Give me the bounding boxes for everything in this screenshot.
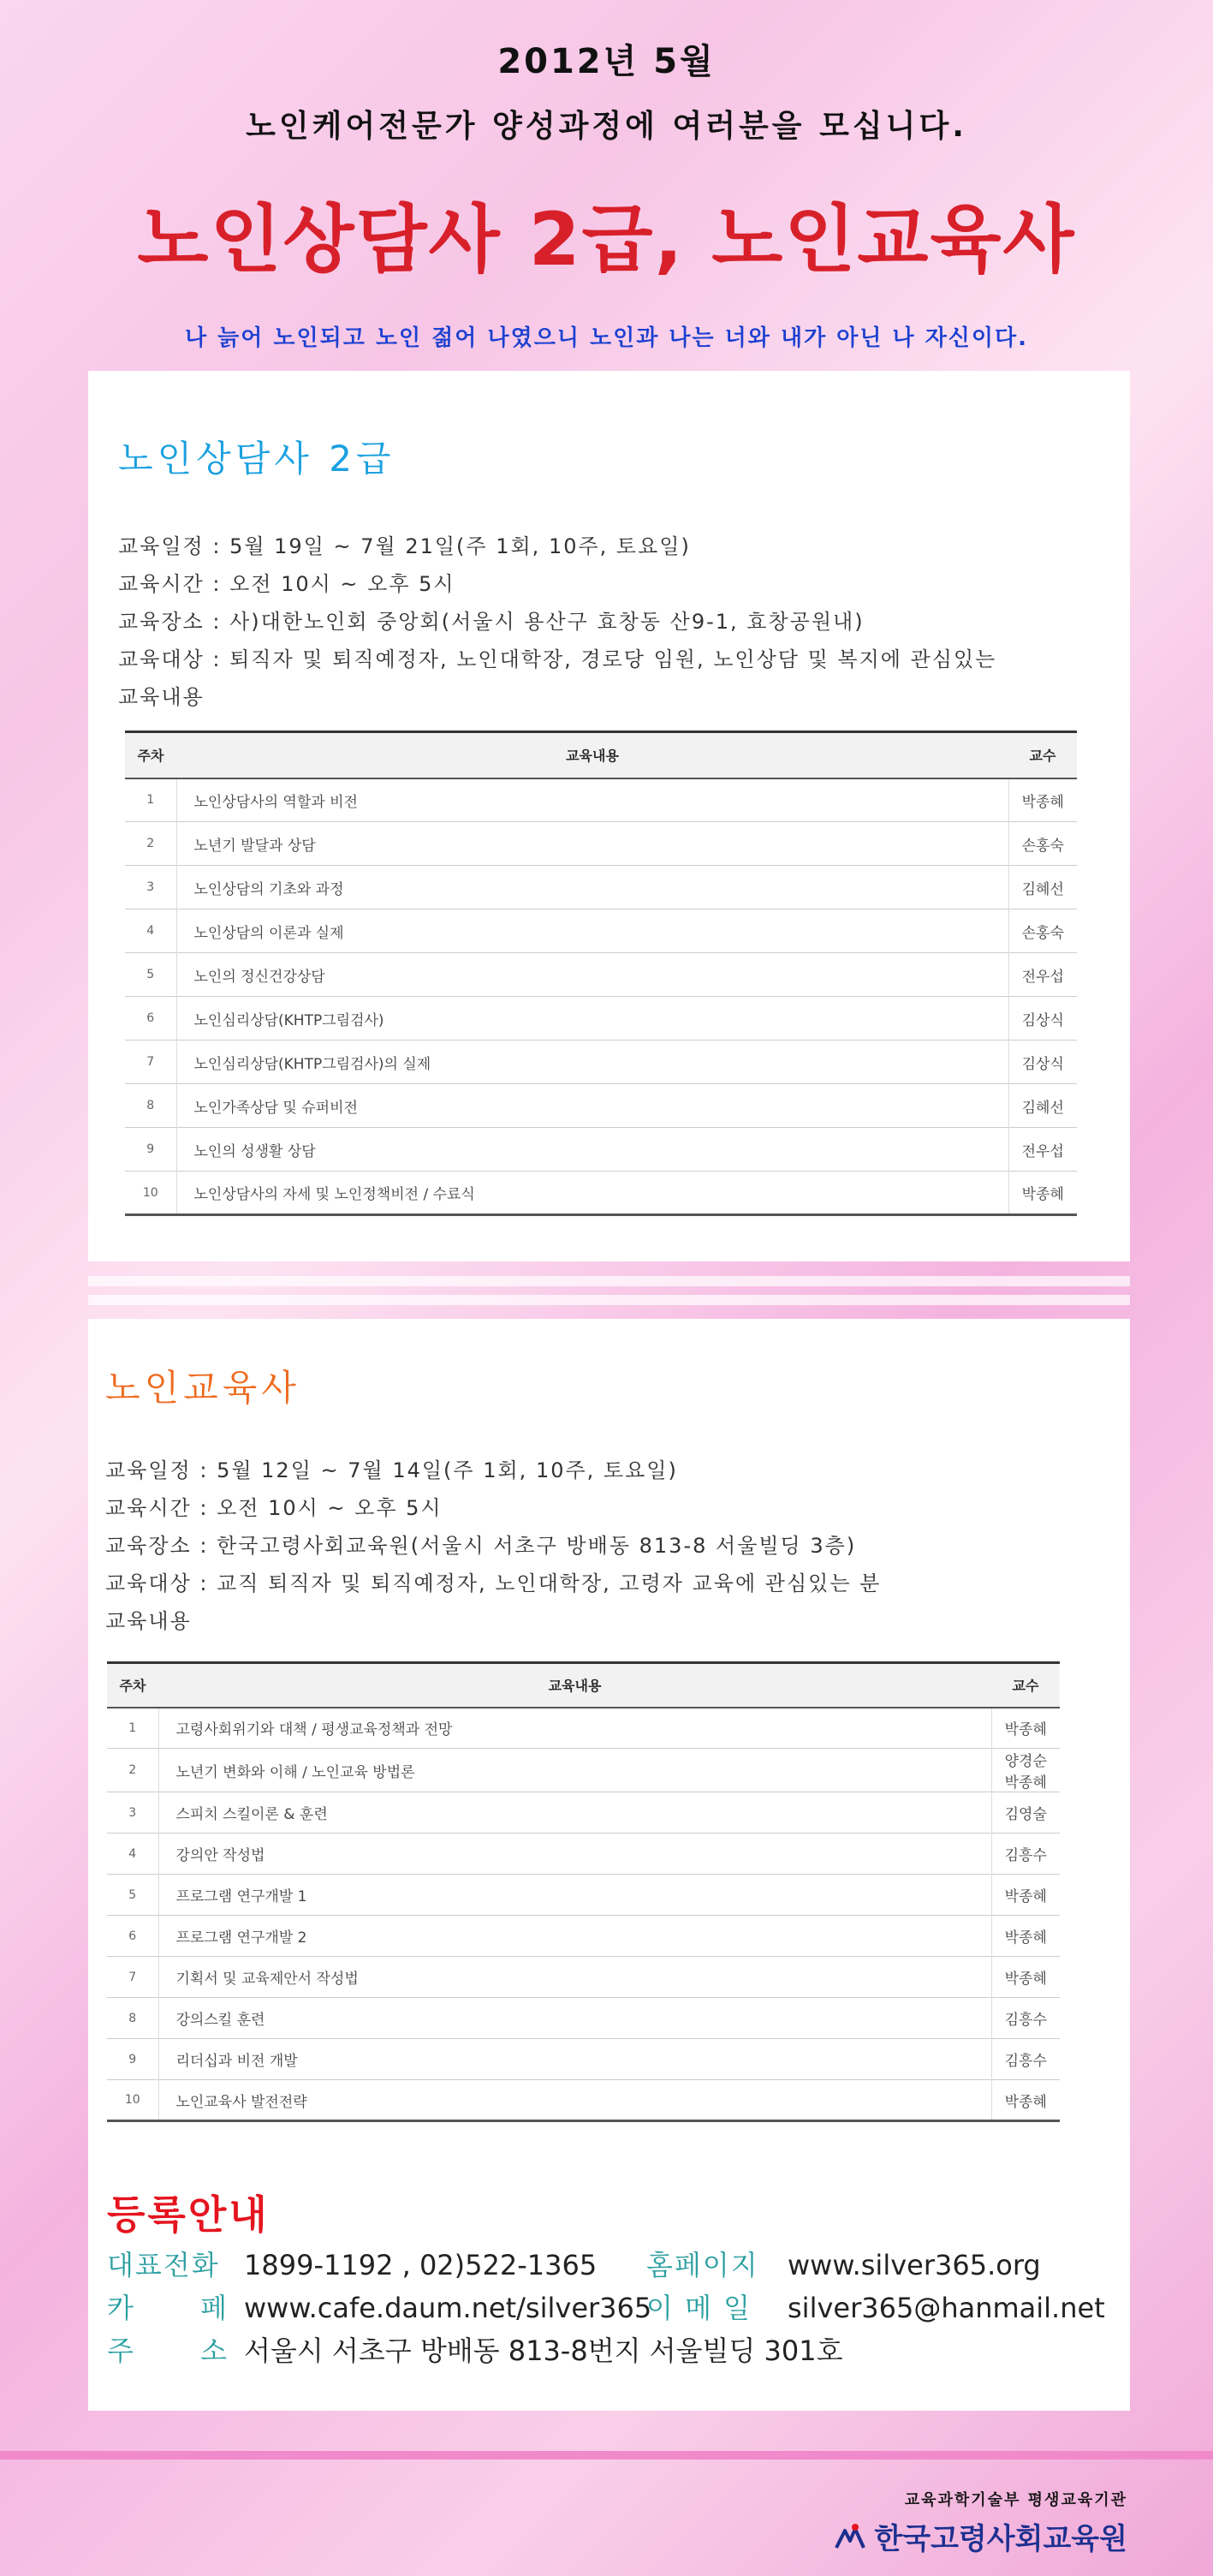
professor-cell: 김상식 [1008, 1041, 1077, 1084]
table-row [125, 866, 1077, 909]
registration-info [107, 2244, 1105, 2372]
header-content: 교육내용 [548, 1678, 602, 1695]
ministry-text: 교육과학기술부 평생교육기관 [904, 2491, 1127, 2509]
table-row [125, 822, 1077, 866]
table-row [125, 997, 1077, 1041]
header-professor: 교수 [1029, 748, 1056, 765]
address-value: 서울시 서초구 방배동 813-8번지 서울빌딩 301호 [244, 2334, 843, 2367]
week-number: 6 [125, 997, 176, 1041]
registration-row-address [107, 2329, 1105, 2372]
week-number: 4 [125, 909, 176, 953]
topic-cell: 노인상담사의 자세 및 노인정책비전 / 수료식 [193, 1186, 475, 1203]
week-number: 7 [125, 1041, 176, 1084]
course1-time: 교육시간 : 오전 10시 ~ 오후 5시 [118, 572, 455, 596]
cafe-link[interactable]: www.cafe.daum.net/silver365 [244, 2292, 652, 2324]
course1-panel [88, 371, 1130, 1261]
registration-title: 등록안내 [107, 2191, 270, 2238]
course1-target: 교육대상 : 퇴직자 및 퇴직예정자, 노인대학장, 경로당 임원, 노인상담 및 복지에 관심있는 [118, 647, 997, 671]
course1-title: 노인상담사 2급 [118, 438, 395, 480]
week-number: 9 [125, 1128, 176, 1172]
week-number: 3 [107, 1792, 158, 1834]
table-row [107, 1916, 1060, 1957]
professor-cell: 양경순 박종혜 [991, 1749, 1060, 1792]
invite-heading: 노인케어전문가 양성과정에 여러분을 모십니다. [246, 109, 967, 144]
week-number: 4 [107, 1834, 158, 1875]
professor-cell: 박종혜 [1008, 1172, 1077, 1215]
table-row [107, 2039, 1060, 2080]
table-row [107, 1875, 1060, 1916]
professor-cell: 손홍숙 [1008, 822, 1077, 866]
week-number: 5 [107, 1875, 158, 1916]
professor-cell: 전우섭 [1008, 1128, 1077, 1172]
header-week: 주차 [137, 748, 164, 765]
table-row [125, 953, 1077, 997]
course1-table [125, 730, 1077, 1216]
org-name [833, 2515, 1127, 2557]
topic-cell: 노인상담의 기초와 과정 [193, 880, 344, 898]
professor-cell: 박종혜 [991, 1875, 1060, 1916]
week-number: 5 [125, 953, 176, 997]
professor-cell: 김흥수 [991, 2039, 1060, 2080]
header [0, 34, 1213, 352]
professor-cell: 박종혜 [991, 2080, 1060, 2121]
topic-cell: 프로그램 연구개발 1 [175, 1888, 307, 1905]
professor-cell: 김흥수 [991, 1834, 1060, 1875]
main-title: 노인상담사 2급, 노인교육사 [137, 197, 1076, 283]
table-row [107, 1749, 1060, 1792]
week-number: 10 [107, 2080, 158, 2121]
table-row [125, 778, 1077, 822]
topic-cell: 노년기 변화와 이해 / 노인교육 방법론 [175, 1763, 415, 1781]
table-row [125, 1172, 1077, 1215]
table-row [125, 1084, 1077, 1128]
week-number: 2 [107, 1749, 158, 1792]
phone-value: 1899-1192 , 02)522-1365 [244, 2249, 598, 2281]
topic-cell: 노년기 발달과 상담 [193, 837, 316, 855]
homepage-link[interactable]: www.silver365.org [788, 2249, 1041, 2281]
registration-row-cafe [107, 2287, 1105, 2329]
divider-stripe [88, 1295, 1130, 1305]
week-number: 2 [125, 822, 176, 866]
date-heading: 2012년 5월 [497, 42, 716, 81]
topic-cell: 스피치 스킬이론 & 훈련 [175, 1806, 328, 1823]
professor-cell: 박종혜 [991, 1957, 1060, 1998]
footer [833, 2488, 1127, 2557]
professor-cell: 김혜선 [1008, 866, 1077, 909]
professor-cell: 박종혜 [991, 1916, 1060, 1957]
table-row [125, 909, 1077, 953]
professor-cell: 김혜선 [1008, 1084, 1077, 1128]
email-label: 이 메 일 [646, 2292, 752, 2324]
table-row [107, 1834, 1060, 1875]
registration-row-phone [107, 2244, 1105, 2287]
professor-cell: 박종혜 [991, 1708, 1060, 1749]
header-content: 교육내용 [566, 748, 619, 765]
topic-cell: 프로그램 연구개발 2 [175, 1929, 307, 1947]
table-row [125, 1041, 1077, 1084]
course2-panel [88, 1319, 1130, 2411]
table-header-row [107, 1663, 1060, 1708]
table-row [107, 1957, 1060, 1998]
topic-cell: 노인상담사의 역할과 비전 [193, 793, 358, 811]
professor-cell: 전우섭 [1008, 953, 1077, 997]
course1-place: 교육장소 : 사)대한노인회 중앙회(서울시 용산구 효창동 산9-1, 효창공원내) [118, 610, 865, 634]
week-number: 9 [107, 2039, 158, 2080]
cafe-label: 카 페 [107, 2292, 256, 2324]
week-number: 8 [107, 1998, 158, 2039]
topic-cell: 강의스킬 훈련 [175, 2012, 265, 2029]
topic-cell: 노인의 정신건강상담 [193, 968, 325, 986]
header-week: 주차 [119, 1678, 146, 1695]
bottom-band [0, 2451, 1213, 2460]
table-row [107, 2080, 1060, 2121]
week-number: 6 [107, 1916, 158, 1957]
table-row [107, 1792, 1060, 1834]
professor-cell: 손홍숙 [1008, 909, 1077, 953]
week-number: 3 [125, 866, 176, 909]
address-label: 주 소 [107, 2334, 256, 2367]
org-logo-icon [833, 2522, 867, 2551]
phone-label: 대표전화 [107, 2249, 220, 2281]
homepage-label: 홈페이지 [646, 2249, 759, 2281]
professor-cell: 박종혜 [1008, 778, 1077, 822]
week-number: 1 [125, 778, 176, 822]
header-professor: 교수 [1012, 1678, 1039, 1695]
professor-cell: 김흥수 [991, 1998, 1060, 2039]
course2-table [107, 1661, 1060, 2122]
topic-cell: 노인교육사 발전전략 [175, 2093, 307, 2111]
table-header-row [125, 732, 1077, 778]
week-number: 1 [107, 1708, 158, 1749]
week-number: 8 [125, 1084, 176, 1128]
course1-info [118, 528, 1111, 716]
table-row [107, 1998, 1060, 2039]
org-name-text: 한국고령사회교육원 [874, 2522, 1127, 2556]
email-link[interactable]: silver365@hanmail.net [788, 2292, 1105, 2324]
topic-cell: 노인심리상담(KHTP그림검사) [193, 1011, 384, 1029]
week-number: 7 [107, 1957, 158, 1998]
topic-cell: 고령사회위기와 대책 / 평생교육정책과 전망 [175, 1721, 453, 1739]
professor-cell: 김상식 [1008, 997, 1077, 1041]
topic-cell: 노인가족상담 및 슈퍼비전 [193, 1099, 358, 1117]
course2-schedule: 교육일정 : 5월 12일 ~ 7월 14일(주 1회, 10주, 토요일) [105, 1458, 678, 1482]
topic-cell: 기획서 및 교육제안서 작성법 [175, 1971, 359, 1988]
course2-title: 노인교육사 [105, 1367, 300, 1409]
topic-cell: 강의안 작성법 [175, 1847, 265, 1864]
course2-content-label: 교육내용 [105, 1609, 192, 1633]
course2-time: 교육시간 : 오전 10시 ~ 오후 5시 [105, 1496, 443, 1520]
topic-cell: 노인상담의 이론과 실제 [193, 924, 344, 942]
course2-place: 교육장소 : 한국고령사회교육원(서울시 서초구 방배동 813-8 서울빌딩 3층) [105, 1534, 857, 1558]
topic-cell: 노인심리상담(KHTP그림검사)의 실제 [193, 1055, 431, 1073]
course2-target: 교육대상 : 교직 퇴직자 및 퇴직예정자, 노인대학장, 고령자 교육에 관심있는 분 [105, 1571, 882, 1595]
course1-content-label: 교육내용 [118, 685, 205, 709]
table-row [125, 1128, 1077, 1172]
topic-cell: 리더십과 비전 개발 [175, 2053, 298, 2070]
week-number: 10 [125, 1172, 176, 1215]
professor-cell: 김영술 [991, 1792, 1060, 1834]
divider-stripe [88, 1276, 1130, 1286]
course2-info [105, 1452, 1098, 1640]
table-row [107, 1708, 1060, 1749]
topic-cell: 노인의 성생활 상담 [193, 1142, 316, 1160]
course1-schedule: 교육일정 : 5월 19일 ~ 7월 21일(주 1회, 10주, 토요일) [118, 534, 691, 558]
slogan: 나 늙어 노인되고 노인 젊어 나였으니 노인과 나는 너와 내가 아닌 나 자신이다. [184, 325, 1029, 351]
